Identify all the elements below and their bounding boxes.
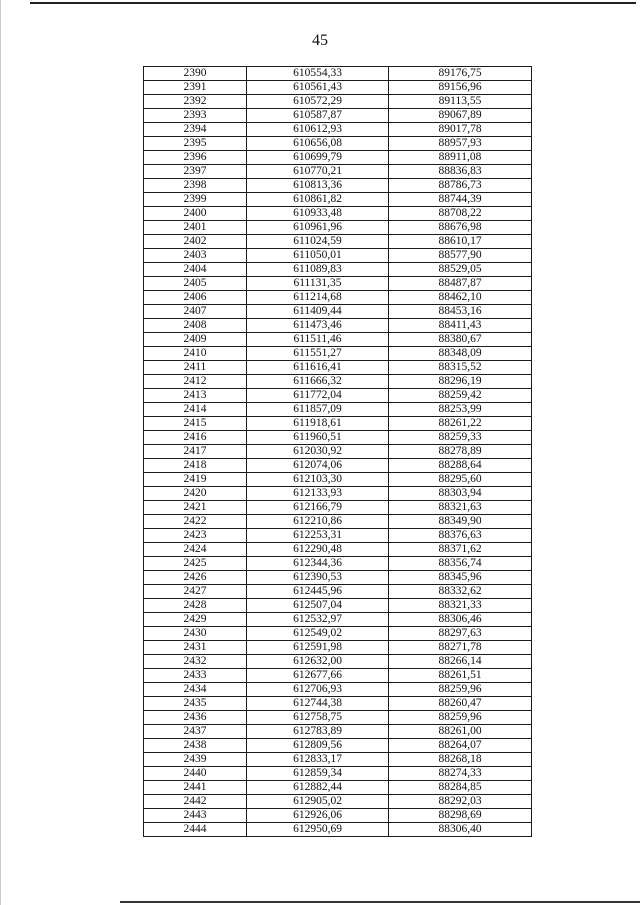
table-row [144, 641, 532, 655]
x-coordinate-cell: 611857,09 [247, 403, 389, 417]
y-coordinate-cell: 88296,19 [389, 375, 532, 389]
point-number-cell: 2414 [144, 403, 247, 417]
x-coordinate-cell: 612632,00 [247, 655, 389, 669]
x-coordinate-cell: 612677,66 [247, 669, 389, 683]
y-coordinate-cell: 89156,96 [389, 81, 532, 95]
table-row [144, 459, 532, 473]
point-number-cell: 2442 [144, 795, 247, 809]
table-row [144, 347, 532, 361]
y-coordinate-cell: 88348,09 [389, 347, 532, 361]
table-row [144, 473, 532, 487]
y-coordinate-cell: 88274,33 [389, 767, 532, 781]
table-row [144, 179, 532, 193]
y-coordinate-cell: 88371,62 [389, 543, 532, 557]
x-coordinate-cell: 612809,56 [247, 739, 389, 753]
x-coordinate-cell: 611666,32 [247, 375, 389, 389]
y-coordinate-cell: 88321,33 [389, 599, 532, 613]
point-number-cell: 2402 [144, 235, 247, 249]
table-row [144, 305, 532, 319]
table-row [144, 403, 532, 417]
y-coordinate-cell: 88487,87 [389, 277, 532, 291]
y-coordinate-cell: 88259,96 [389, 711, 532, 725]
point-number-cell: 2392 [144, 95, 247, 109]
x-coordinate-cell: 610612,93 [247, 123, 389, 137]
y-coordinate-cell: 88266,14 [389, 655, 532, 669]
point-number-cell: 2397 [144, 165, 247, 179]
y-coordinate-cell: 88411,43 [389, 319, 532, 333]
y-coordinate-cell: 88295,60 [389, 473, 532, 487]
x-coordinate-cell: 611131,35 [247, 277, 389, 291]
table-row [144, 683, 532, 697]
point-number-cell: 2390 [144, 67, 247, 81]
x-coordinate-cell: 612859,34 [247, 767, 389, 781]
point-number-cell: 2419 [144, 473, 247, 487]
table-row [144, 823, 532, 837]
x-coordinate-cell: 611024,59 [247, 235, 389, 249]
table-row [144, 655, 532, 669]
y-coordinate-cell: 88321,63 [389, 501, 532, 515]
table-row [144, 557, 532, 571]
point-number-cell: 2443 [144, 809, 247, 823]
point-number-cell: 2403 [144, 249, 247, 263]
y-coordinate-cell: 88278,89 [389, 445, 532, 459]
x-coordinate-cell: 611473,46 [247, 319, 389, 333]
point-number-cell: 2423 [144, 529, 247, 543]
page-number: 45 [312, 32, 328, 49]
y-coordinate-cell: 88332,62 [389, 585, 532, 599]
table-row [144, 725, 532, 739]
point-number-cell: 2439 [144, 753, 247, 767]
y-coordinate-cell: 88786,73 [389, 179, 532, 193]
x-coordinate-cell: 611511,46 [247, 333, 389, 347]
table-row [144, 767, 532, 781]
y-coordinate-cell: 88253,99 [389, 403, 532, 417]
x-coordinate-cell: 612074,06 [247, 459, 389, 473]
table-row [144, 501, 532, 515]
x-coordinate-cell: 610656,08 [247, 137, 389, 151]
x-coordinate-cell: 612926,06 [247, 809, 389, 823]
y-coordinate-cell: 88356,74 [389, 557, 532, 571]
table-row [144, 585, 532, 599]
x-coordinate-cell: 610961,96 [247, 221, 389, 235]
point-number-cell: 2399 [144, 193, 247, 207]
y-coordinate-cell: 89176,75 [389, 67, 532, 81]
table-row [144, 669, 532, 683]
point-number-cell: 2428 [144, 599, 247, 613]
point-number-cell: 2438 [144, 739, 247, 753]
y-coordinate-cell: 88259,42 [389, 389, 532, 403]
table-row [144, 249, 532, 263]
point-number-cell: 2422 [144, 515, 247, 529]
x-coordinate-cell: 611551,27 [247, 347, 389, 361]
y-coordinate-cell: 88911,08 [389, 151, 532, 165]
table-row [144, 445, 532, 459]
table-row [144, 165, 532, 179]
y-coordinate-cell: 88345,96 [389, 571, 532, 585]
coordinates-table-body [144, 67, 532, 837]
x-coordinate-cell: 612549,02 [247, 627, 389, 641]
x-coordinate-cell: 611214,68 [247, 291, 389, 305]
y-coordinate-cell: 88306,46 [389, 613, 532, 627]
table-row [144, 221, 532, 235]
table-row [144, 277, 532, 291]
y-coordinate-cell: 89067,89 [389, 109, 532, 123]
x-coordinate-cell: 610587,87 [247, 109, 389, 123]
table-row [144, 137, 532, 151]
y-coordinate-cell: 88380,67 [389, 333, 532, 347]
x-coordinate-cell: 612290,48 [247, 543, 389, 557]
table-row [144, 123, 532, 137]
table-row [144, 599, 532, 613]
x-coordinate-cell: 612445,96 [247, 585, 389, 599]
table-row [144, 235, 532, 249]
table-row [144, 361, 532, 375]
table-row [144, 739, 532, 753]
point-number-cell: 2437 [144, 725, 247, 739]
table-row [144, 753, 532, 767]
point-number-cell: 2435 [144, 697, 247, 711]
x-coordinate-cell: 612833,17 [247, 753, 389, 767]
table-row [144, 431, 532, 445]
y-coordinate-cell: 88957,93 [389, 137, 532, 151]
table-row [144, 571, 532, 585]
point-number-cell: 2440 [144, 767, 247, 781]
table-row [144, 291, 532, 305]
x-coordinate-cell: 610554,33 [247, 67, 389, 81]
y-coordinate-cell: 88261,22 [389, 417, 532, 431]
coordinates-table [143, 66, 532, 837]
y-coordinate-cell: 88264,07 [389, 739, 532, 753]
y-coordinate-cell: 88297,63 [389, 627, 532, 641]
x-coordinate-cell: 612103,30 [247, 473, 389, 487]
table-row [144, 543, 532, 557]
x-coordinate-cell: 612133,93 [247, 487, 389, 501]
point-number-cell: 2396 [144, 151, 247, 165]
y-coordinate-cell: 88529,05 [389, 263, 532, 277]
y-coordinate-cell: 88259,33 [389, 431, 532, 445]
table-row [144, 529, 532, 543]
point-number-cell: 2401 [144, 221, 247, 235]
point-number-cell: 2429 [144, 613, 247, 627]
table-row [144, 627, 532, 641]
table-row [144, 95, 532, 109]
y-coordinate-cell: 89113,55 [389, 95, 532, 109]
table-row [144, 193, 532, 207]
x-coordinate-cell: 612905,02 [247, 795, 389, 809]
point-number-cell: 2434 [144, 683, 247, 697]
y-coordinate-cell: 88260,47 [389, 697, 532, 711]
x-coordinate-cell: 611409,44 [247, 305, 389, 319]
y-coordinate-cell: 88676,98 [389, 221, 532, 235]
y-coordinate-cell: 88577,90 [389, 249, 532, 263]
point-number-cell: 2398 [144, 179, 247, 193]
x-coordinate-cell: 610861,82 [247, 193, 389, 207]
scan-edge-top [30, 2, 636, 4]
table-row [144, 613, 532, 627]
point-number-cell: 2430 [144, 627, 247, 641]
y-coordinate-cell: 88261,00 [389, 725, 532, 739]
y-coordinate-cell: 88292,03 [389, 795, 532, 809]
point-number-cell: 2410 [144, 347, 247, 361]
x-coordinate-cell: 612166,79 [247, 501, 389, 515]
point-number-cell: 2426 [144, 571, 247, 585]
point-number-cell: 2413 [144, 389, 247, 403]
point-number-cell: 2407 [144, 305, 247, 319]
x-coordinate-cell: 612950,69 [247, 823, 389, 837]
y-coordinate-cell: 88303,94 [389, 487, 532, 501]
table-row [144, 151, 532, 165]
x-coordinate-cell: 611089,83 [247, 263, 389, 277]
y-coordinate-cell: 88259,96 [389, 683, 532, 697]
y-coordinate-cell: 88453,16 [389, 305, 532, 319]
table-row [144, 809, 532, 823]
point-number-cell: 2417 [144, 445, 247, 459]
table-row [144, 375, 532, 389]
x-coordinate-cell: 612758,75 [247, 711, 389, 725]
x-coordinate-cell: 612783,89 [247, 725, 389, 739]
x-coordinate-cell: 612390,53 [247, 571, 389, 585]
x-coordinate-cell: 612030,92 [247, 445, 389, 459]
x-coordinate-cell: 612882,44 [247, 781, 389, 795]
y-coordinate-cell: 88462,10 [389, 291, 532, 305]
point-number-cell: 2441 [144, 781, 247, 795]
point-number-cell: 2418 [144, 459, 247, 473]
point-number-cell: 2391 [144, 81, 247, 95]
point-number-cell: 2415 [144, 417, 247, 431]
point-number-cell: 2425 [144, 557, 247, 571]
point-number-cell: 2394 [144, 123, 247, 137]
x-coordinate-cell: 612744,38 [247, 697, 389, 711]
x-coordinate-cell: 610572,29 [247, 95, 389, 109]
x-coordinate-cell: 610699,79 [247, 151, 389, 165]
point-number-cell: 2420 [144, 487, 247, 501]
table-row [144, 487, 532, 501]
y-coordinate-cell: 88271,78 [389, 641, 532, 655]
y-coordinate-cell: 88288,64 [389, 459, 532, 473]
table-row [144, 781, 532, 795]
x-coordinate-cell: 611772,04 [247, 389, 389, 403]
x-coordinate-cell: 612253,31 [247, 529, 389, 543]
point-number-cell: 2416 [144, 431, 247, 445]
point-number-cell: 2427 [144, 585, 247, 599]
point-number-cell: 2436 [144, 711, 247, 725]
point-number-cell: 2431 [144, 641, 247, 655]
y-coordinate-cell: 88376,63 [389, 529, 532, 543]
point-number-cell: 2444 [144, 823, 247, 837]
x-coordinate-cell: 612706,93 [247, 683, 389, 697]
point-number-cell: 2411 [144, 361, 247, 375]
point-number-cell: 2404 [144, 263, 247, 277]
x-coordinate-cell: 612532,97 [247, 613, 389, 627]
point-number-cell: 2393 [144, 109, 247, 123]
x-coordinate-cell: 610770,21 [247, 165, 389, 179]
x-coordinate-cell: 611616,41 [247, 361, 389, 375]
y-coordinate-cell: 88268,18 [389, 753, 532, 767]
point-number-cell: 2405 [144, 277, 247, 291]
table-row [144, 333, 532, 347]
table-row [144, 711, 532, 725]
y-coordinate-cell: 88836,83 [389, 165, 532, 179]
point-number-cell: 2433 [144, 669, 247, 683]
y-coordinate-cell: 88306,40 [389, 823, 532, 837]
x-coordinate-cell: 610813,36 [247, 179, 389, 193]
x-coordinate-cell: 612210,86 [247, 515, 389, 529]
table-row [144, 109, 532, 123]
point-number-cell: 2408 [144, 319, 247, 333]
y-coordinate-cell: 88261,51 [389, 669, 532, 683]
point-number-cell: 2395 [144, 137, 247, 151]
table-row [144, 417, 532, 431]
table-row [144, 697, 532, 711]
y-coordinate-cell: 89017,78 [389, 123, 532, 137]
point-number-cell: 2406 [144, 291, 247, 305]
x-coordinate-cell: 610933,48 [247, 207, 389, 221]
table-row [144, 67, 532, 81]
table-row [144, 515, 532, 529]
y-coordinate-cell: 88349,90 [389, 515, 532, 529]
y-coordinate-cell: 88610,17 [389, 235, 532, 249]
table-row [144, 389, 532, 403]
point-number-cell: 2421 [144, 501, 247, 515]
x-coordinate-cell: 611918,61 [247, 417, 389, 431]
point-number-cell: 2424 [144, 543, 247, 557]
y-coordinate-cell: 88284,85 [389, 781, 532, 795]
y-coordinate-cell: 88708,22 [389, 207, 532, 221]
x-coordinate-cell: 612344,36 [247, 557, 389, 571]
table-row [144, 81, 532, 95]
scan-edge-left [0, 0, 1, 905]
x-coordinate-cell: 611960,51 [247, 431, 389, 445]
x-coordinate-cell: 612507,04 [247, 599, 389, 613]
x-coordinate-cell: 610561,43 [247, 81, 389, 95]
y-coordinate-cell: 88298,69 [389, 809, 532, 823]
y-coordinate-cell: 88315,52 [389, 361, 532, 375]
scan-edge-bottom [120, 901, 640, 903]
table-row [144, 263, 532, 277]
y-coordinate-cell: 88744,39 [389, 193, 532, 207]
point-number-cell: 2432 [144, 655, 247, 669]
table-row [144, 795, 532, 809]
point-number-cell: 2412 [144, 375, 247, 389]
x-coordinate-cell: 611050,01 [247, 249, 389, 263]
point-number-cell: 2400 [144, 207, 247, 221]
x-coordinate-cell: 612591,98 [247, 641, 389, 655]
table-row [144, 319, 532, 333]
table-row [144, 207, 532, 221]
point-number-cell: 2409 [144, 333, 247, 347]
